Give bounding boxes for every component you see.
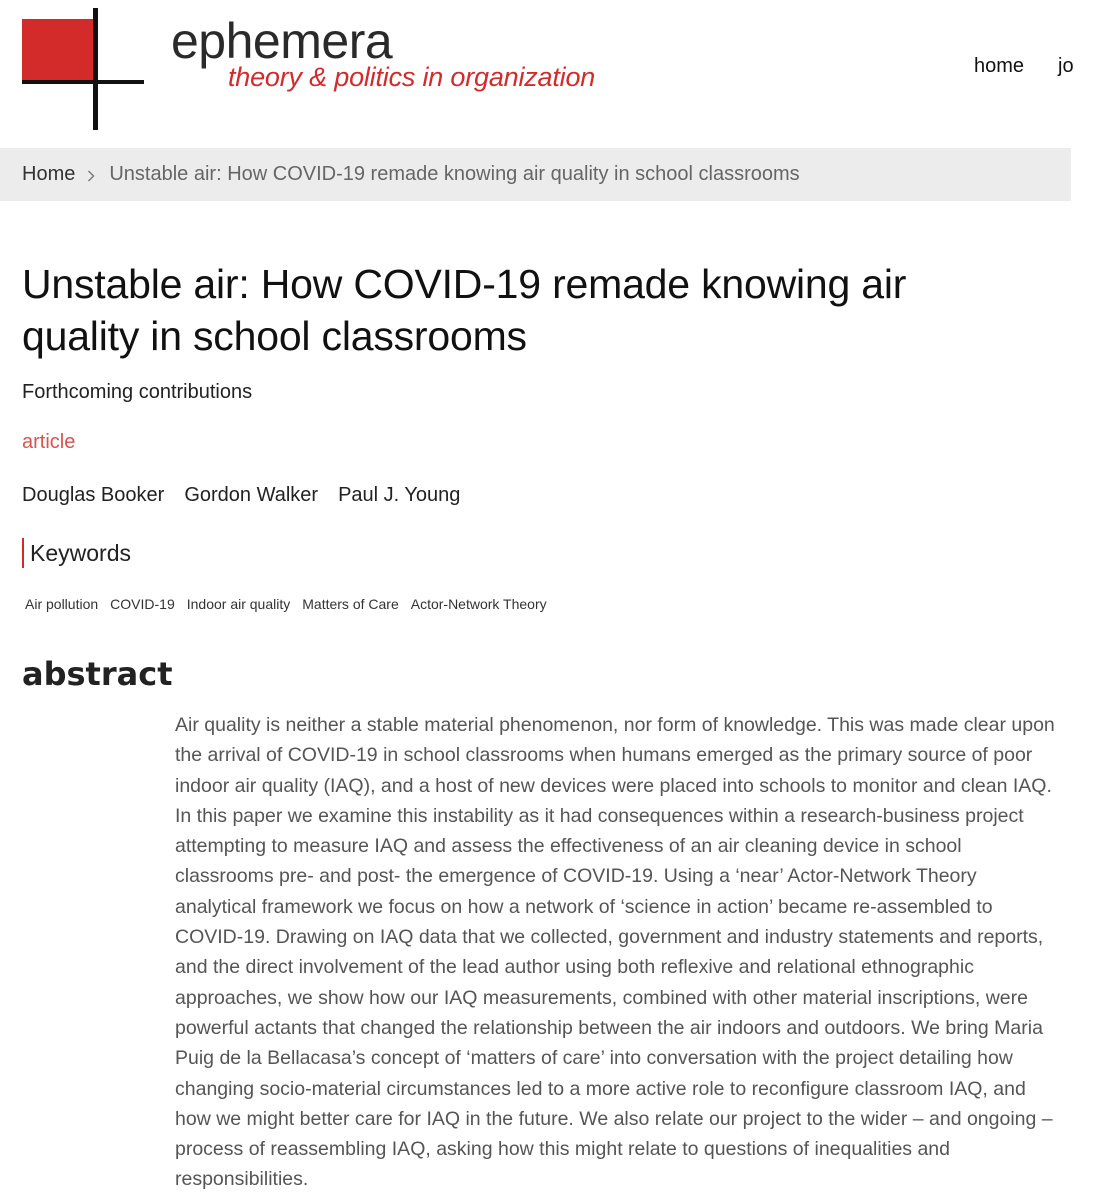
main-nav [974,55,1108,78]
keywords-heading: Keywords [22,538,131,568]
chevron-right-icon [87,165,97,185]
abstract-heading: abstract [22,655,173,693]
author-link[interactable]: Paul J. Young [338,484,461,506]
crosshair-square-logo[interactable] [22,8,144,130]
author-list [22,484,460,507]
issue-link[interactable]: Forthcoming contributions [22,381,253,403]
keywords-list [25,596,547,612]
nav-item-journal[interactable]: jo [1058,55,1074,77]
site-header [0,0,1074,148]
logo-mark-graphic [22,8,144,130]
site-tagline: theory & politics in organization [228,62,596,92]
breadcrumb-current: Unstable air: How COVID-19 remade knowing air quality in school classrooms [109,163,800,185]
breadcrumb-home-link[interactable]: Home [22,163,76,185]
keyword-tag[interactable]: Matters of Care [302,596,399,612]
author-link[interactable]: Douglas Booker [22,484,165,506]
author-link[interactable]: Gordon Walker [184,484,319,506]
keyword-tag[interactable]: Air pollution [25,596,99,612]
article-title: Unstable air: How COVID-19 remade knowing air quality in school classrooms [22,261,907,359]
nav-item-home[interactable]: home [974,55,1025,77]
article-type: article [22,431,76,453]
site-name: ephemera [171,13,393,69]
keyword-tag[interactable]: Actor-Network Theory [410,596,547,612]
abstract-text: Air quality is neither a stable material phenomenon, nor form of knowledge. This was made clear upon the arrival of COVID-19 in school classrooms when humans emerged as the primary source of poor indoor air quality (IAQ), and a host of new devices were placed into schools to monitor and clean IAQ. In this paper we examine this instability as it had consequences within a research-business project attempting to measure IAQ and assess the effectiveness of an air cleaning device in school classrooms pre- and post- the emergence of COVID-19. Using a ‘near’ Actor-Network Theory analytical framework we focus on how a network of ‘science in action’ became re-assembled to COVID-19. Drawing on IAQ data that we collected, government and industry statements and reports, and the direct involvement of the lead author using both reflexive and relational ethnographic approaches, we show how our IAQ measurements, combined with other material inscriptions, were powerful actants that changed the relationship between the air indoors and outdoors. We bring Maria Puig de la Bellacasa’s concept of ‘matters of care’ into conversation with the project detailing how changing socio-material circumstances led to a more active role to reconfigure classroom IAQ, and how we might better care for IAQ in the future. We also relate our project to the wider – and ongoing – process of reassembling IAQ, asking how this might relate to questions of inequalities and responsibilities. [175,714,1055,1191]
logo-wordmark[interactable] [171,13,596,92]
keyword-tag[interactable]: Indoor air quality [186,596,291,612]
breadcrumb [0,148,1071,201]
keyword-tag[interactable]: COVID-19 [110,596,175,612]
